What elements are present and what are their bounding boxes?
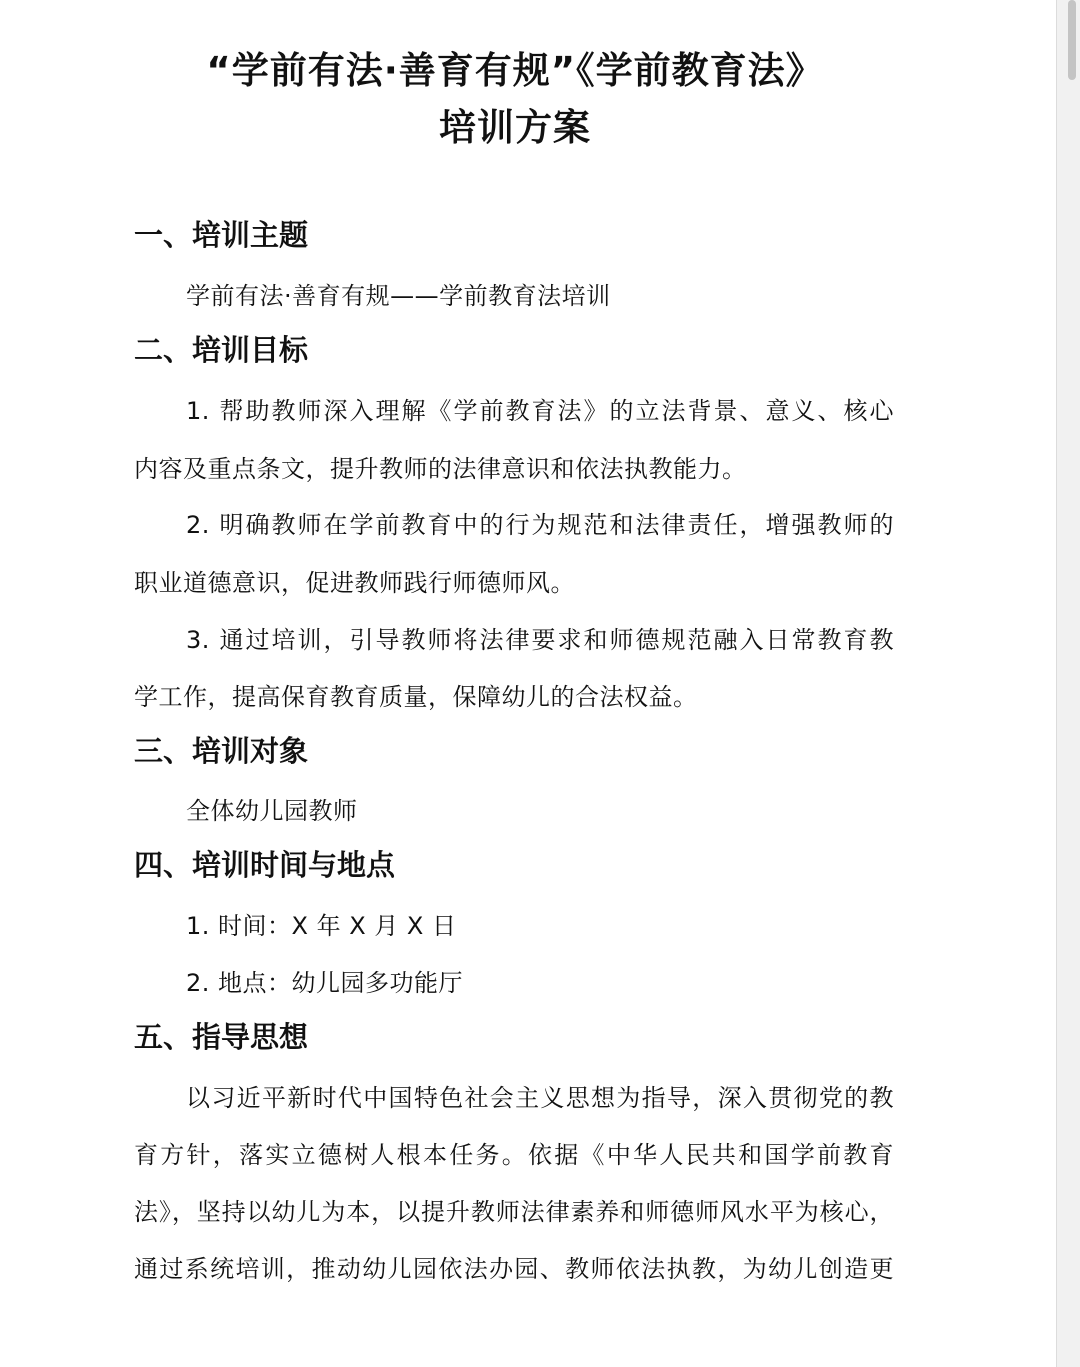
guiding-line-2: 育方针，落实立德树人根本任务。依据《中华人民共和国学前教育 (134, 1141, 894, 1169)
goal-2-line-1: 2. 明确教师在学前教育中的行为规范和法律责任，增强教师的 (186, 511, 894, 539)
goal-2-line-2: 职业道德意识，促进教师践行师德师风。 (134, 569, 575, 597)
section-heading-guiding-thought: 五、指导思想 (134, 1020, 309, 1054)
vertical-scrollbar[interactable] (1056, 0, 1080, 1367)
document-title-line1: “学前有法·善育有规”《学前教育法》 (206, 49, 824, 92)
guiding-line-3: 法》，坚持以幼儿为本，以提升教师法律素养和师德师风水平为核心， (134, 1198, 894, 1226)
goal-1-line-2: 内容及重点条文，提升教师的法律意识和依法执教能力。 (134, 455, 747, 483)
section-heading-audience: 三、培训对象 (134, 734, 309, 768)
time-text: 1. 时间：X 年 X 月 X 日 (186, 912, 457, 940)
scrollbar-thumb[interactable] (1068, 0, 1076, 80)
guiding-line-4: 通过系统培训，推动幼儿园依法办园、教师依法执教，为幼儿创造更 (134, 1255, 894, 1283)
document-title-line2: 培训方案 (439, 106, 591, 149)
section-heading-theme: 一、培训主题 (134, 218, 309, 252)
audience-text: 全体幼儿园教师 (186, 797, 358, 825)
goal-3-line-1: 3. 通过培训，引导教师将法律要求和师德规范融入日常教育教 (186, 626, 894, 654)
theme-text: 学前有法·善育有规——学前教育法培训 (186, 282, 611, 310)
goal-3-line-2: 学工作，提高保育教育质量，保障幼儿的合法权益。 (134, 683, 698, 711)
goal-1-line-1: 1. 帮助教师深入理解《学前教育法》的立法背景、意义、核心 (186, 397, 894, 425)
place-text: 2. 地点：幼儿园多功能厅 (186, 969, 464, 997)
section-heading-time-place: 四、培训时间与地点 (134, 848, 396, 882)
guiding-line-1: 以习近平新时代中国特色社会主义思想为指导，深入贯彻党的教 (186, 1084, 894, 1112)
section-heading-goals: 二、培训目标 (134, 333, 309, 367)
